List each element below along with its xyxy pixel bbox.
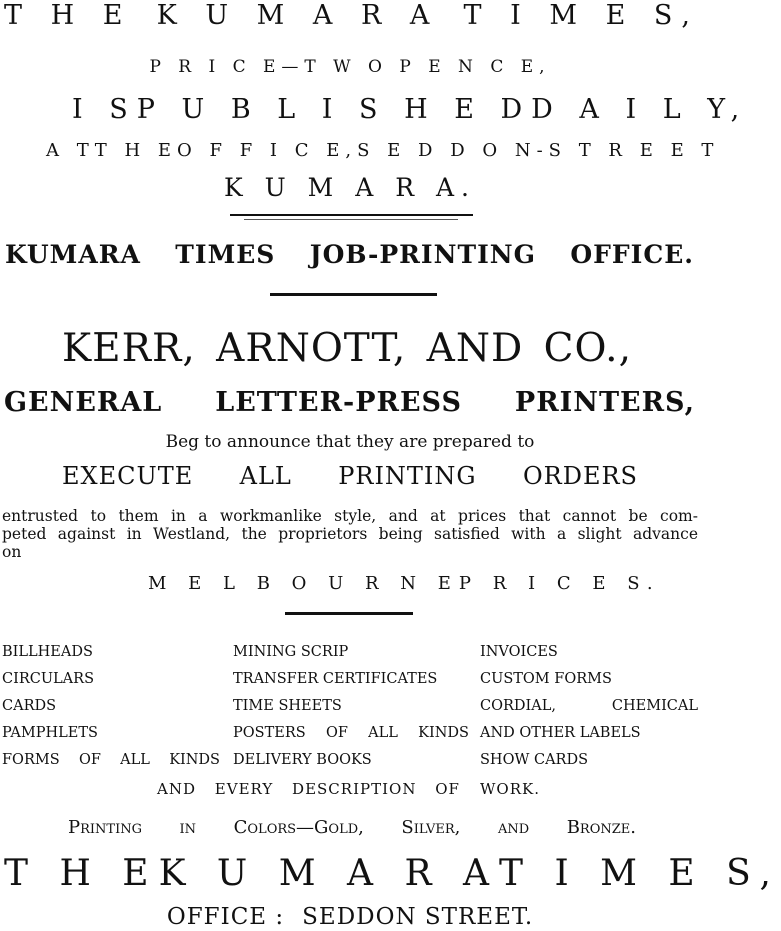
service-item bbox=[2, 694, 220, 721]
service-item-word: POSTERS bbox=[233, 725, 306, 741]
service-item-word: OF bbox=[325, 725, 348, 741]
services-column-middle bbox=[233, 640, 469, 775]
service-item-word: AND OTHER LABELS bbox=[480, 725, 641, 741]
execute-word: EXECUTE bbox=[62, 462, 194, 490]
colors-word: in bbox=[179, 817, 197, 838]
divider-rule bbox=[285, 612, 413, 615]
service-item-word: KINDS bbox=[418, 725, 469, 741]
execute-line bbox=[0, 462, 700, 490]
every-word: AND bbox=[157, 780, 196, 798]
footer-office-line bbox=[0, 904, 700, 930]
service-item bbox=[233, 667, 469, 694]
divider-rule-thin bbox=[244, 219, 458, 220]
services-column-right bbox=[480, 640, 698, 775]
address-word: S E D D O N-S T R E E T bbox=[357, 140, 720, 161]
service-item-word: KINDS bbox=[169, 752, 220, 768]
heading-word: TIMES bbox=[175, 240, 276, 269]
masthead-line bbox=[0, 0, 700, 31]
trade-word: LETTER-PRESS bbox=[215, 387, 462, 418]
melbourne-prices-line bbox=[0, 573, 700, 594]
body-paragraph bbox=[2, 507, 698, 561]
service-item-word: DELIVERY BOOKS bbox=[233, 752, 372, 768]
service-item-word: BILLHEADS bbox=[2, 644, 93, 660]
service-item-word: TIME SHEETS bbox=[233, 698, 342, 714]
published-line bbox=[0, 94, 749, 125]
colors-word: Colors—Gold, bbox=[233, 817, 364, 838]
footer-title-word: T H E bbox=[4, 853, 159, 894]
service-item bbox=[480, 721, 698, 748]
service-item-word: CUSTOM FORMS bbox=[480, 671, 612, 687]
firm-word: KERR, bbox=[62, 326, 196, 371]
firm-word: ARNOTT, bbox=[216, 326, 407, 371]
service-item-word: CORDIAL, bbox=[480, 698, 556, 714]
service-item bbox=[2, 721, 220, 748]
address-word: T H E bbox=[94, 140, 178, 161]
trade-word: PRINTERS, bbox=[514, 387, 695, 418]
work-word: WORK. bbox=[480, 780, 540, 798]
service-item bbox=[2, 640, 220, 667]
prices-word: M E L B O U R N E bbox=[148, 573, 459, 594]
footer-title bbox=[0, 853, 781, 894]
execute-word: PRINTING bbox=[338, 462, 477, 490]
paragraph-line: on bbox=[2, 543, 22, 561]
every-word: OF bbox=[435, 780, 460, 798]
published-word: D A I L Y, bbox=[531, 94, 749, 125]
office-address-line bbox=[0, 140, 720, 161]
prices-word: P R I C E S. bbox=[458, 573, 661, 594]
every-word: EVERY bbox=[214, 780, 274, 798]
masthead-word: T H E bbox=[4, 0, 133, 31]
service-item bbox=[233, 748, 469, 775]
divider-rule bbox=[270, 293, 437, 296]
service-item bbox=[480, 694, 698, 721]
service-item-word: FORMS bbox=[2, 752, 60, 768]
colors-word: Printing bbox=[68, 817, 142, 838]
service-item bbox=[480, 748, 698, 775]
service-item bbox=[233, 694, 469, 721]
service-item-word: OF bbox=[78, 752, 101, 768]
service-item bbox=[233, 721, 469, 748]
price-line bbox=[0, 57, 700, 77]
town-line bbox=[0, 173, 700, 202]
work-line bbox=[480, 780, 698, 798]
masthead-word: K U M A R A bbox=[156, 0, 440, 31]
service-item-word: ALL bbox=[368, 725, 398, 741]
colors-word: and bbox=[497, 817, 530, 838]
address-word: A T bbox=[46, 140, 95, 161]
execute-word: ORDERS bbox=[522, 462, 638, 490]
service-item bbox=[2, 667, 220, 694]
service-item-word: TRANSFER CERTIFICATES bbox=[233, 671, 438, 687]
service-item bbox=[480, 667, 698, 694]
service-item bbox=[2, 748, 220, 775]
service-item bbox=[233, 640, 469, 667]
masthead-word: T I M E S, bbox=[463, 0, 700, 31]
announcement-text: Beg to announce that they are prepared to bbox=[165, 432, 535, 452]
job-printing-heading bbox=[0, 240, 700, 269]
execute-word: ALL bbox=[239, 462, 292, 490]
colors-line bbox=[0, 817, 700, 838]
footer-title-word: K U M A R A bbox=[158, 853, 499, 894]
service-item-word: CIRCULARS bbox=[2, 671, 95, 687]
price-text: P R I C E—T W O P E N C E, bbox=[149, 57, 551, 77]
services-column-left bbox=[2, 640, 220, 775]
heading-word: KUMARA bbox=[5, 240, 141, 269]
colors-word: Silver, bbox=[401, 817, 461, 838]
announcement-line bbox=[0, 432, 700, 452]
service-item-word: MINING SCRIP bbox=[233, 644, 349, 660]
colors-word: Bronze. bbox=[566, 817, 636, 838]
service-item-word: INVOICES bbox=[480, 644, 558, 660]
footer-title-word: T I M E S, bbox=[499, 853, 781, 894]
divider-rule bbox=[230, 214, 473, 216]
published-word: I S bbox=[72, 94, 137, 125]
footer-office-label: OFFICE : bbox=[166, 904, 285, 930]
trade-line bbox=[0, 387, 700, 418]
service-item-word: PAMPHLETS bbox=[2, 725, 98, 741]
published-word: P U B L I S H E D bbox=[136, 94, 532, 125]
service-item-word: CARDS bbox=[2, 698, 57, 714]
service-item-word: ALL bbox=[120, 752, 150, 768]
paragraph-line: peted against in Westland, the proprietors being satisfied with a slight advance bbox=[2, 525, 698, 543]
footer-office-street: SEDDON STREET. bbox=[302, 904, 534, 930]
service-item-word: CHEMICAL bbox=[611, 698, 698, 714]
firm-name bbox=[0, 326, 700, 371]
address-word: O F F I C E, bbox=[177, 140, 358, 161]
service-item-word: SHOW CARDS bbox=[480, 752, 589, 768]
firm-word: AND bbox=[426, 326, 524, 371]
paragraph-line: entrusted to them in a workmanlike style, and at prices that cannot be com- bbox=[2, 507, 698, 525]
town-text: K U M A R A. bbox=[224, 173, 476, 202]
trade-word: GENERAL bbox=[4, 387, 163, 418]
heading-word: JOB-PRINTING bbox=[309, 240, 536, 269]
every-word: DESCRIPTION bbox=[292, 780, 417, 798]
service-item bbox=[480, 640, 698, 667]
firm-word: CO., bbox=[543, 326, 632, 371]
heading-word: OFFICE. bbox=[570, 240, 694, 269]
